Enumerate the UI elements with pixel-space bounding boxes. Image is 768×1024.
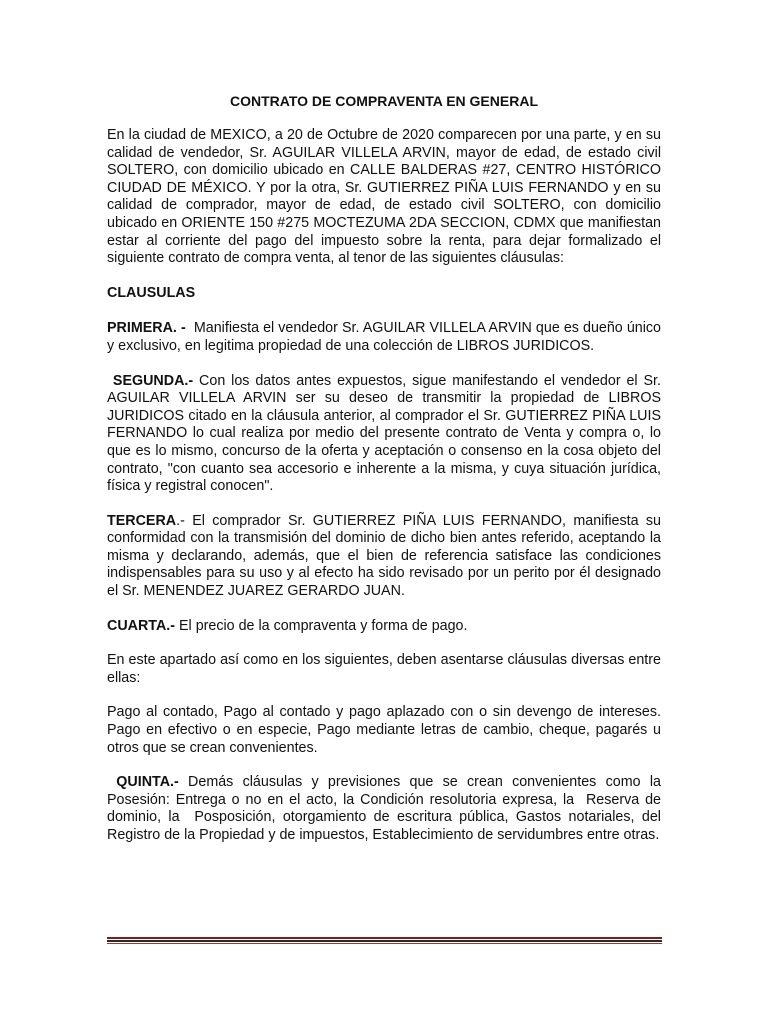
clause-tercera-label: TERCERA [107,512,177,529]
clause-quinta-text: Demás cláusulas y previsiones que se crean convenientes como la Posesión: Entrega o no en el acto, la Condición resolutoria expresa, la Reserva de dominio, la Posposición, otorgamiento de escritura pública, Gastos notariales, del Registro de la Propiedad y de impuestos, Establecimiento de servidumbres entre otras. [107,774,665,843]
pago-paragraph: Pago al contado, Pago al contado y pago aplazado con o sin devengo de intereses. Pago en efectivo o en especie, Pago mediante letras de cambio, cheque, pagarés u otros que se crean convenientes. [107,704,661,756]
clause-quinta [107,774,665,844]
clause-cuarta-label: CUARTA.- [107,617,176,634]
contract-title: CONTRATO DE COMPRAVENTA EN GENERAL [229,93,538,109]
clause-cuarta-text: El precio de la compraventa y forma de pago. [175,617,468,634]
contract-page [107,89,665,862]
clause-cuarta [107,618,661,636]
footer-rule-bottom-line [107,940,662,942]
clauses-heading: CLAUSULAS [107,284,196,301]
clause-primera [107,320,665,355]
clause-segunda [107,372,665,496]
clause-segunda-text: Con los datos antes expuestos, sigue manifestando el vendedor el Sr. AGUILAR VILLELA ARVIN ser su deseo de transmitir la propiedad de LIBROS JURIDICOS citado en la cláusula anterior, al comprador el Sr. GUTIERREZ PIÑA LUIS FERNANDO lo cual realiza por medio del presente contrato de Venta y compra o, lo que es lo mismo, concurso de la oferta y aceptación o consenso en la cosa objeto del contrato, "con cuanto sea accesorio e inherente a la misma, y cuya situación jurídica, física y registral conocen". [107,372,665,495]
footer-rule [107,937,662,944]
footer-rule-thin-line [107,943,662,944]
clause-primera-text: Manifiesta el vendedor Sr. AGUILAR VILLELA ARVIN que es dueño único y exclusivo, en legitima propiedad de una colección de LIBROS JURIDICOS. [107,320,665,354]
apartado-paragraph: En este apartado así como en los siguientes, deben asentarse cláusulas diversas entre ellas: [107,652,661,686]
clause-tercera-text: .- El comprador Sr. GUTIERREZ PIÑA LUIS FERNANDO, manifiesta su conformidad con la transmisión del dominio de dicho bien antes referido, aceptando la misma y declarando, además, que el bien de referencia satisface las condiciones indispensables para su uso y al efecto ha sido revisado por un perito por él designado el Sr. MENENDEZ JUAREZ GERARDO JUAN. [107,512,661,600]
clause-primera-label: PRIMERA. - [107,320,186,337]
clause-quinta-label: QUINTA.- [107,774,179,791]
clause-tercera [107,513,661,601]
clause-segunda-label: SEGUNDA.- [107,372,194,389]
intro-paragraph: En la ciudad de MEXICO, a 20 de Octubre de 2020 comparecen por una parte, y en su calidad de vendedor, Sr. AGUILAR VILLELA ARVIN, mayor de edad, de estado civil SOLTERO, con domicilio ubicado en CALLE BALDERAS #27, CENTRO HISTÓRICO CIUDAD DE MÉXICO. Y por la otra, Sr. GUTIERREZ PIÑA LUIS FERNANDO y en su calidad de comprador, mayor de edad, de estado civil SOLTERO, con domicilio ubicado en ORIENTE 150 #275 MOCTEZUMA 2DA SECCION, CDMX que manifiestan estar al corriente del pago del impuesto sobre la renta, para dejar formalizado el siguiente contrato de compra venta, al tenor de las siguientes cláusulas: [107,127,661,267]
